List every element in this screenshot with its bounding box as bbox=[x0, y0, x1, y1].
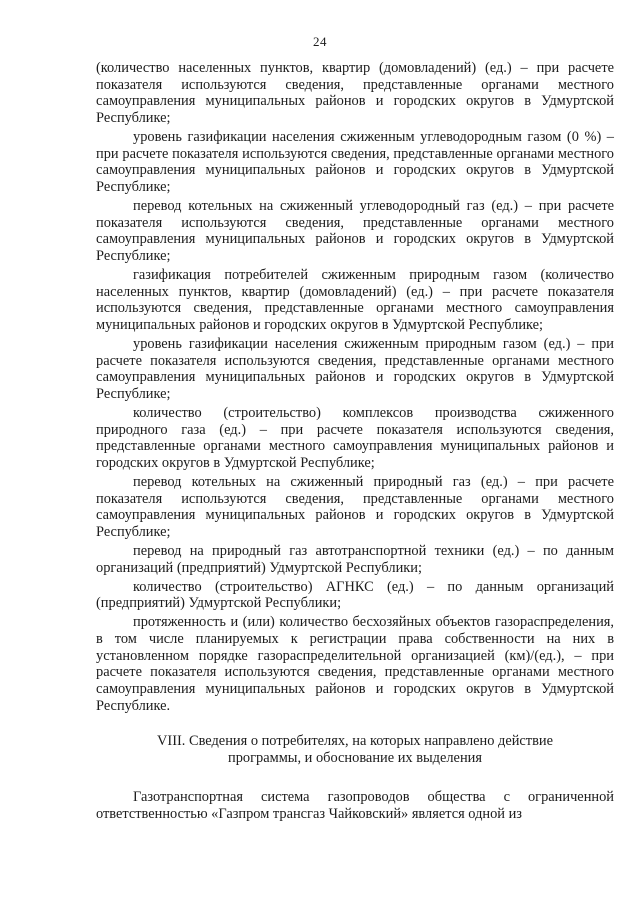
paragraph: уровень газификации населения сжиженным природным газом (ед.) – при расчете показателя используются сведения, представленные органами местного самоуправления муниципальных районов и городских округов в Удмуртской Республике; bbox=[96, 336, 614, 403]
section-heading-line: VIII. Сведения о потребителях, на которых направлено действие bbox=[157, 733, 553, 750]
paragraph: протяженность и (или) количество бесхозяйных объектов газораспределения, в том числе планируемых к регистрации права собственности на них в установленном порядке газораспределительной организацией (км)/(ед.), – при расчете показателя используются сведения, представленные органами местного самоуправления муниципальных районов и городских округов в Удмуртской Республике. bbox=[96, 614, 614, 714]
body-text bbox=[96, 60, 614, 825]
paragraph: газификация потребителей сжиженным природным газом (количество населенных пунктов, квартир (домовладений) (ед.) – при расчете показателя используются сведения, представленные органами местного самоуправления муниципальных районов и городских округов в Удмуртской Республике; bbox=[96, 267, 614, 334]
paragraph: перевод котельных на сжиженный природный газ (ед.) – при расчете показателя используются сведения, представленные органами местного самоуправления муниципальных районов и городских округов в Удмуртской Республике; bbox=[96, 474, 614, 541]
closing-paragraph: Газотранспортная система газопроводов общества с ограниченной ответственностью «Газпром трансгаз Чайковский» является одной из bbox=[96, 789, 614, 823]
page-number: 24 bbox=[313, 34, 327, 49]
paragraph: количество (строительство) АГНКС (ед.) – по данным организаций (предприятий) Удмуртской Республики; bbox=[96, 578, 614, 612]
paragraph: перевод на природный газ автотранспортной техники (ед.) – по данным организаций (предприятий) Удмуртской Республики; bbox=[96, 543, 614, 576]
paragraph: (количество населенных пунктов, квартир (домовладений) (ед.) – при расчете показателя используются сведения, представленные органами местного самоуправления муниципальных районов и городских округов в Удмуртской Республике; bbox=[96, 60, 614, 127]
paragraph: уровень газификации населения сжиженным углеводородным газом (0 %) – при расчете показателя используются сведения, представленные органами местного самоуправления муниципальных районов и городских округов в Удмуртской Республике; bbox=[96, 129, 614, 196]
section-heading-line: программы, и обоснование их выделения bbox=[228, 750, 482, 767]
paragraph: перевод котельных на сжиженный углеводородный газ (ед.) – при расчете показателя используются сведения, представленные органами местного самоуправления муниципальных районов и городских округов в Удмуртской Республике; bbox=[96, 198, 614, 265]
paragraph: количество (строительство) комплексов производства сжиженного природного газа (ед.) – при расчете показателя используются сведения, представленные органами местного самоуправления муниципальных районов и городских округов в Удмуртской Республике; bbox=[96, 405, 614, 472]
section-heading bbox=[96, 733, 614, 767]
